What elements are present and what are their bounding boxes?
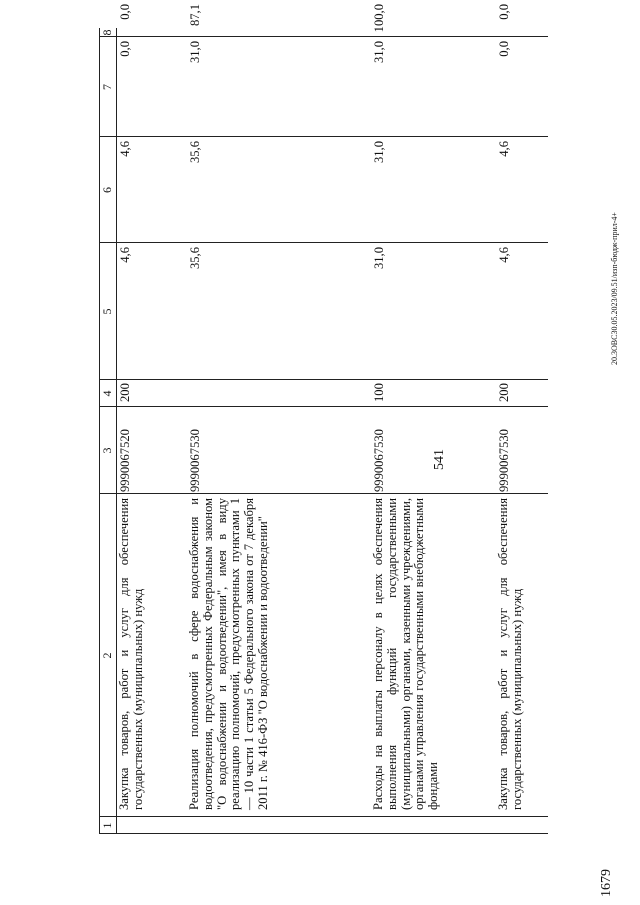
col-header-7: 7 [100,84,114,90]
column-divider [99,816,548,817]
row-code: 9990067530 [188,429,202,492]
row-value-5: 31,0 [372,247,386,270]
row-description: Реализация полномочий в сфере водоснабжения и водоотведения, предусмотренных Федеральным законом "О водоснабжении и водоотведении", имея в виду реализацию полномочий, предусмотренных пунктами 1 — 10 части 1 статьи 5 Федерального закона от 7 декабря 2011 г. № 416-ФЗ "О водоснабжении и водоотведении" [187,498,270,810]
budget-table [99,4,548,834]
col-header-3: 3 [100,447,114,454]
row-code: 9990067520 [118,429,132,492]
column-divider [99,493,548,494]
column-divider [99,36,548,37]
row-description: Закупка товаров, работ и услуг для обеспечения государственных (муниципальных) нужд [496,498,524,810]
row-value-5: 4,6 [118,247,132,263]
row-type: 200 [497,383,511,402]
row-value-6: 4,6 [497,141,511,157]
col-header-6: 6 [100,187,114,193]
row-value-8: 100,0 [372,4,386,33]
row-value-8: 0,0 [497,4,511,20]
row-value-8: 87,1 [188,4,202,27]
row-value-7: 31,0 [188,41,202,64]
row-description: Расходы на выплаты персоналу в целях обеспечения выполнения функций государственными (муниципальными) органами, казенными учреждениями, органами управления государственными внебюджетными фондами [371,498,441,810]
col-header-2: 2 [100,652,114,659]
row-description: Закупка товаров, работ и услуг для обеспечения государственных (муниципальных) нужд [117,498,145,810]
page-number-bottom: 1679 [599,869,614,897]
row-value-6: 31,0 [372,141,386,164]
col-header-4: 4 [100,390,114,397]
row-code: 9990067530 [497,429,511,492]
column-divider [99,379,548,380]
col-header-5: 5 [100,308,114,315]
column-divider [99,242,548,243]
row-code: 9990067530 [372,429,386,492]
row-value-7: 0,0 [497,41,511,57]
row-value-8: 0,0 [118,4,132,20]
row-value-7: 31,0 [372,41,386,64]
row-value-5: 35,6 [188,247,202,270]
page-number: 541 [432,449,447,470]
column-divider [99,406,548,407]
table-border [99,833,548,834]
row-type: 200 [118,383,132,402]
column-divider [99,136,548,137]
row-type: 100 [372,383,386,402]
row-value-6: 35,6 [188,141,202,164]
footer-code: 20.3ОВС30.05.2023/09.51/изп-бюдж-прил-4+ [610,212,619,365]
col-header-1: 1 [100,822,114,829]
table-border [99,28,100,834]
row-value-7: 0,0 [118,41,132,57]
col-header-8: 8 [100,29,114,36]
row-value-6: 4,6 [118,141,132,157]
row-value-5: 4,6 [497,247,511,263]
